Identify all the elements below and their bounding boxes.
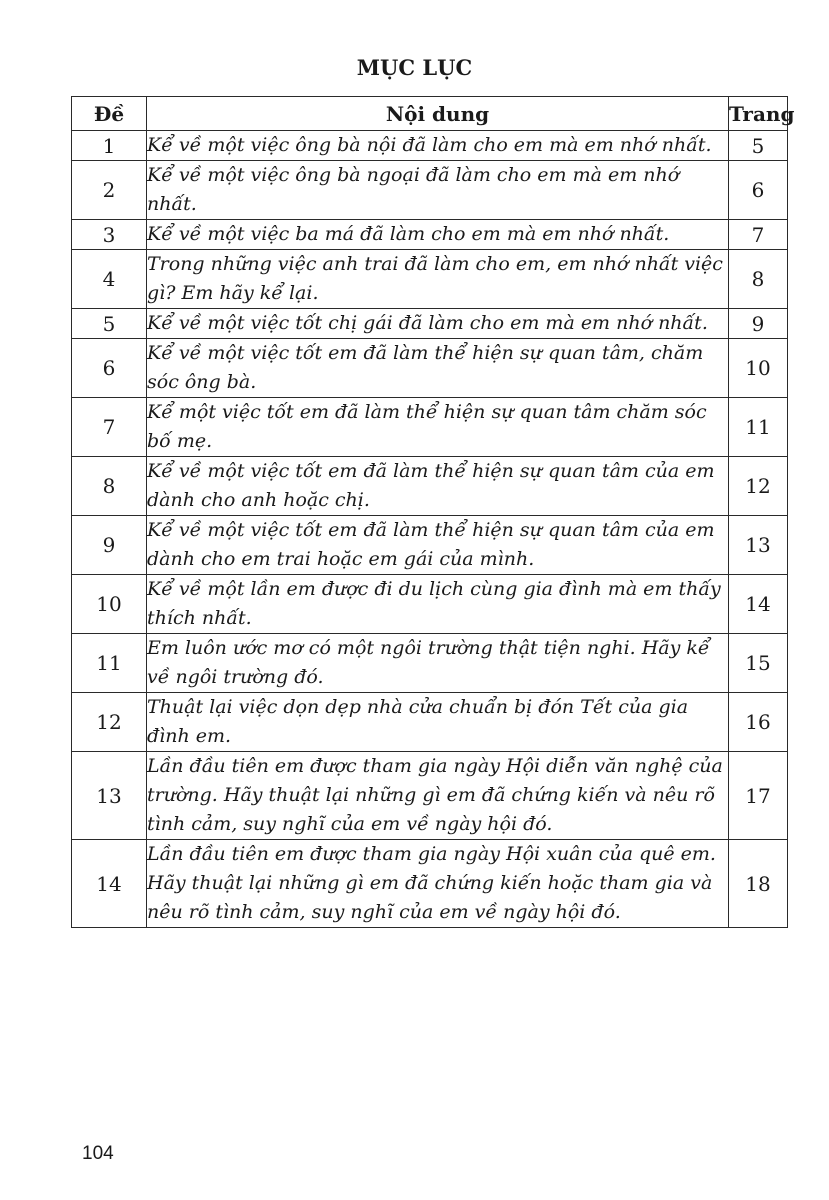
table-row	[72, 634, 788, 693]
table-row	[72, 575, 788, 634]
row-num: 1	[72, 131, 147, 161]
row-page: 11	[729, 398, 788, 457]
row-page: 16	[729, 693, 788, 752]
row-page: 8	[729, 250, 788, 309]
row-content: Lần đầu tiên em được tham gia ngày Hội xuân của quê em. Hãy thuật lại những gì em đã chứng kiến hoặc tham gia và nêu rõ tình cảm, suy nghĩ của em về ngày hội đó.	[147, 840, 729, 928]
row-num: 5	[72, 309, 147, 339]
row-num: 7	[72, 398, 147, 457]
row-content: Kể về một việc ông bà ngoại đã làm cho em mà em nhớ nhất.	[147, 161, 729, 220]
page-title: MỤC LỤC	[356, 55, 473, 80]
row-page: 7	[729, 220, 788, 250]
row-page: 14	[729, 575, 788, 634]
row-num: 2	[72, 161, 147, 220]
row-num: 10	[72, 575, 147, 634]
row-page: 18	[729, 840, 788, 928]
row-content: Em luôn ước mơ có một ngôi trường thật tiện nghi. Hãy kể về ngôi trường đó.	[147, 634, 729, 693]
row-num: 4	[72, 250, 147, 309]
row-num: 9	[72, 516, 147, 575]
row-page: 5	[729, 131, 788, 161]
table-row	[72, 840, 788, 928]
row-content: Kể về một việc tốt chị gái đã làm cho em mà em nhớ nhất.	[147, 309, 729, 339]
row-page: 6	[729, 161, 788, 220]
row-content: Kể về một lần em được đi du lịch cùng gia đình mà em thấy thích nhất.	[147, 575, 729, 634]
table-row	[72, 339, 788, 398]
row-content: Lần đầu tiên em được tham gia ngày Hội diễn văn nghệ của trường. Hãy thuật lại những gì em đã chứng kiến và nêu rõ tình cảm, suy nghĩ của em về ngày hội đó.	[147, 752, 729, 840]
row-content: Kể về một việc ông bà nội đã làm cho em mà em nhớ nhất.	[147, 131, 729, 161]
table-row	[72, 752, 788, 840]
row-content: Thuật lại việc dọn dẹp nhà cửa chuẩn bị đón Tết của gia đình em.	[147, 693, 729, 752]
row-page: 12	[729, 457, 788, 516]
table-row	[72, 457, 788, 516]
row-page: 10	[729, 339, 788, 398]
header-row	[72, 97, 788, 131]
table-row	[72, 398, 788, 457]
table-row	[72, 309, 788, 339]
table-of-contents	[71, 96, 795, 928]
row-num: 13	[72, 752, 147, 840]
row-content: Kể về một việc tốt em đã làm thể hiện sự quan tâm của em dành cho anh hoặc chị.	[147, 457, 729, 516]
table-row	[72, 220, 788, 250]
row-content: Kể về một việc ba má đã làm cho em mà em nhớ nhất.	[147, 220, 729, 250]
row-num: 12	[72, 693, 147, 752]
table-row	[72, 693, 788, 752]
row-content: Kể về một việc tốt em đã làm thể hiện sự quan tâm của em dành cho em trai hoặc em gái của mình.	[147, 516, 729, 575]
table-row	[72, 161, 788, 220]
header-num: Đề	[72, 97, 147, 131]
row-num: 8	[72, 457, 147, 516]
table-row	[72, 250, 788, 309]
row-page: 17	[729, 752, 788, 840]
row-content: Kể về một việc tốt em đã làm thể hiện sự quan tâm, chăm sóc ông bà.	[147, 339, 729, 398]
header-content: Nội dung	[147, 97, 729, 131]
page-number: 104	[82, 1143, 114, 1164]
header-page: Trang	[729, 97, 788, 131]
row-num: 3	[72, 220, 147, 250]
row-page: 9	[729, 309, 788, 339]
row-page: 15	[729, 634, 788, 693]
row-content: Kể một việc tốt em đã làm thể hiện sự quan tâm chăm sóc bố mẹ.	[147, 398, 729, 457]
row-content: Trong những việc anh trai đã làm cho em, em nhớ nhất việc gì? Em hãy kể lại.	[147, 250, 729, 309]
table-row	[72, 131, 788, 161]
row-page: 13	[729, 516, 788, 575]
row-num: 11	[72, 634, 147, 693]
table-row	[72, 516, 788, 575]
row-num: 14	[72, 840, 147, 928]
row-num: 6	[72, 339, 147, 398]
